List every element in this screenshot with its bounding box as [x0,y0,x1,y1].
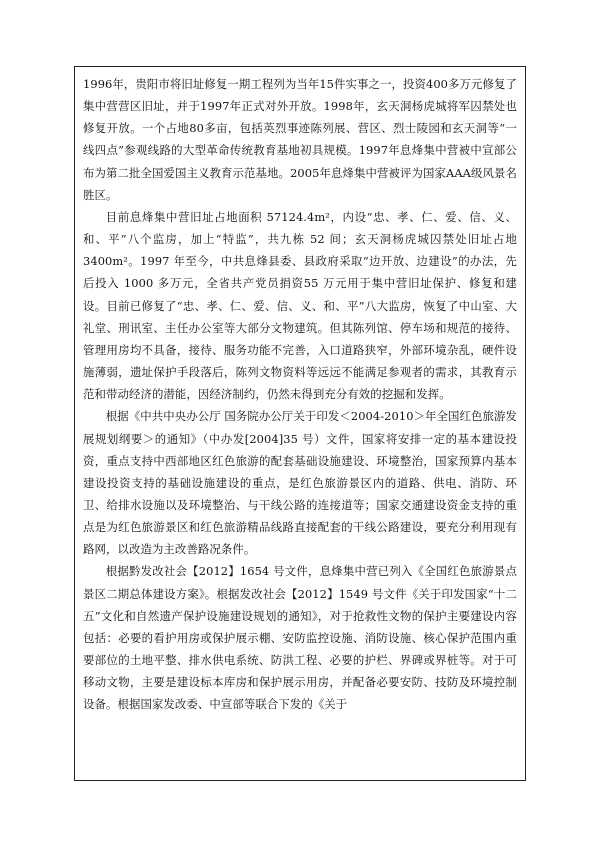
paragraph-3: 根据《中共中央办公厅 国务院办公厅关于印发＜2004-2010＞年全国红色旅游发展规划纲要＞的通知》（中办发[2004]35 号）文件，国家将安排一定的基本建设投资，重点支持中西部地区红色旅游的配套基础设施建设、环境整治，国家预算内基本建设投资支持的基础设施建设的重点，是红色旅游景区内的道路、供电、消防、环卫、给排水设施以及环境整治、与干线公路的连接道等；国家交通建设资金支持的重点是为红色旅游景区和红色旅游精品线路直接配套的干线公路建设，要充分利用现有路网，以改造为主改善路况条件。 [83,409,517,557]
paragraph-1: 1996年，贵阳市将旧址修复一期工程列为当年15件实事之一，投资400多万元修复了集中营营区旧址，并于1997年正式对外开放。1998年，玄天洞杨虎城将军囚禁处也修复开放。一个占地80多亩，包括英烈事迹陈列展、营区、烈士陵园和玄天洞等“一线四点”参观线路的大型革命传统教育基地初具规模。1997年息烽集中营被中宣部公布为第二批全国爱国主义教育示范基地。2005年息烽集中营被评为国家AAA级风景名胜区。 [83,77,517,202]
document-frame [74,66,526,781]
paragraph-2: 目前息烽集中营旧址占地面积 57124.4m²，内设“忠、孝、仁、爱、信、义、和、平”八个监房，加上“特监”，共九栋 52 间；玄天洞杨虎城囚禁处旧址占地3400m²。1997 年至今，中共息烽县委、县政府采取“边开放、边建设”的办法，先后投入 1000 多万元，全省共产党员捐资55 万元用于集中营旧址保护、修复和建设。目前已修复了“忠、孝、仁、爱、信、义、和、平”八大监房，恢复了中山室、大礼堂、刑讯室、主任办公室等大部分文物建筑。但其陈列馆、停车场和规范的接待、管理用房均不具备，接待、服务功能不完善，入口道路狭窄，外部环境杂乱，硬件设施薄弱，遗址保护手段落后，陈列文物资料等远远不能满足参观者的需求，其教育示范和带动经济的潜能，因经济制约，仍然未得到充分有效的挖掘和发挥。 [83,209,517,402]
paragraph-4: 根据黔发改社会【2012】1654 号文件，息烽集中营已列入《全国红色旅游景点景区二期总体建设方案》。根据发改社会【2012】1549 号文件《关于印发国家“十二五”文化和自然遗产保护设施建设规划的通知》，对于抢救性文物的保护主要建设内容包括：必要的看护用房或保护展示棚、安防监控设施、消防设施、核心保护范围内重要部位的土地平整、排水供电系统、防洪工程、必要的护栏、界碑或界桩等。对于可移动文物，主要是建设标本库房和保护展示用房，并配备必要安防、技防及环境控制设备。根据国家发改委、中宣部等联合下发的《关于 [83,564,517,712]
document-body [83,73,517,716]
